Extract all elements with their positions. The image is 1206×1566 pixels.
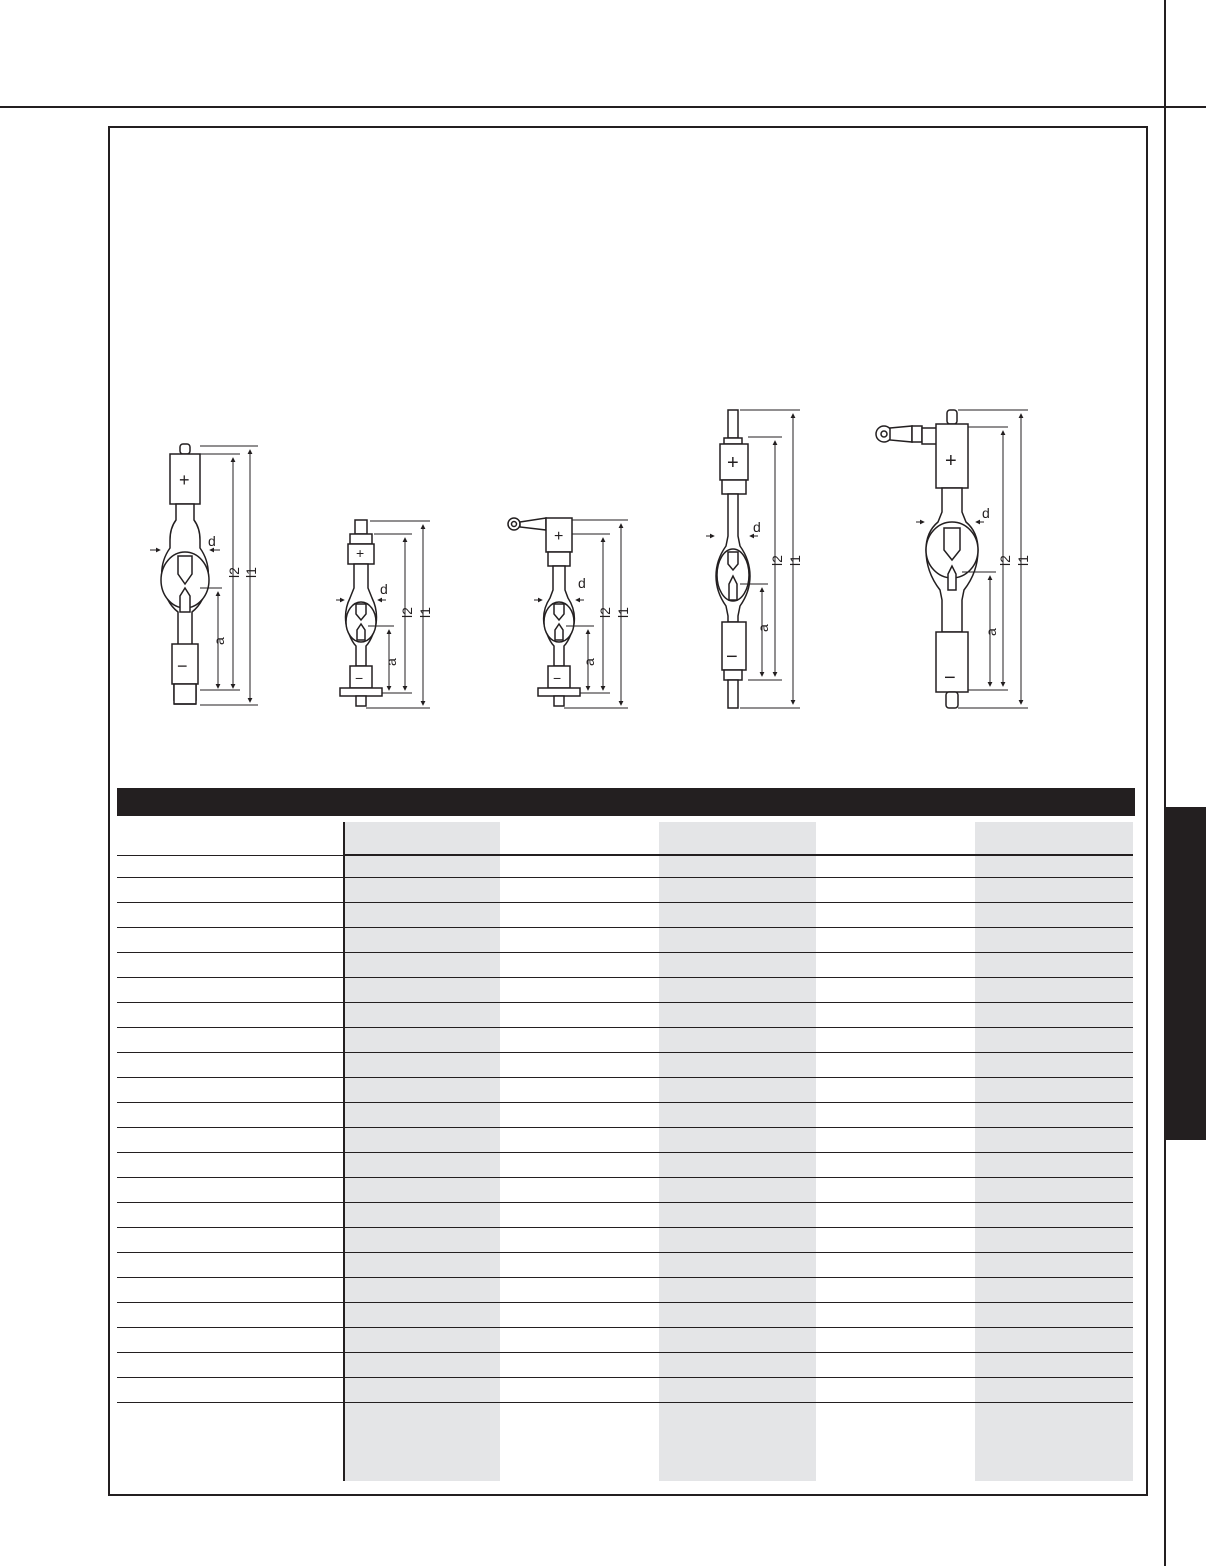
- lamp3-l1-label: l1: [615, 607, 631, 618]
- table-row-rule: [117, 877, 1133, 878]
- table-header-rule-values: [345, 854, 1133, 856]
- lamp3-a-label: a: [581, 658, 597, 666]
- lamp-drawing-4: [706, 410, 800, 708]
- lamp2-d-label: d: [380, 581, 388, 597]
- lamp2-l2-label: l2: [399, 607, 415, 618]
- table-row-rule: [117, 1227, 1133, 1228]
- lamp4-a-label: a: [755, 624, 771, 632]
- table-row-rule: [117, 1027, 1133, 1028]
- lamp2-a-label: a: [383, 658, 399, 666]
- table-row-rule: [117, 1152, 1133, 1153]
- table-row-rule: [117, 1302, 1133, 1303]
- lamp5-plus: +: [945, 450, 957, 472]
- table-row-rule: [117, 1352, 1133, 1353]
- table-header-bar: [117, 788, 1135, 816]
- lamp5-a-label: a: [983, 628, 999, 636]
- table-row-rule: [117, 952, 1133, 953]
- lamp4-d-label: d: [753, 519, 761, 535]
- lamp2-plus: +: [356, 545, 365, 561]
- section-tab: [1165, 807, 1206, 1140]
- lamp5-minus: −: [944, 667, 956, 689]
- table-row-rule: [117, 902, 1133, 903]
- lamp5-l2-label: l2: [997, 555, 1013, 566]
- lamp-drawing-2: [336, 520, 430, 708]
- table-row-rule: [117, 1052, 1133, 1053]
- table-row-rule: [117, 1177, 1133, 1178]
- lamp3-minus: −: [553, 670, 562, 686]
- lamp-drawings: [0, 0, 1206, 780]
- table-header-rule: [117, 855, 343, 856]
- table-row-rule: [117, 1127, 1133, 1128]
- lamp5-l1-label: l1: [1015, 555, 1031, 566]
- lamp3-l2-label: l2: [597, 607, 613, 618]
- lamp1-l2-label: l2: [226, 567, 242, 578]
- lamp1-d-label: d: [208, 533, 216, 549]
- lamp3-d-label: d: [578, 575, 586, 591]
- lamp5-d-label: d: [982, 505, 990, 521]
- lamp3-plus: +: [554, 528, 564, 545]
- table-row-rule: [117, 1077, 1133, 1078]
- lamp4-minus: −: [726, 646, 738, 668]
- table-row-rule: [117, 1277, 1133, 1278]
- table-row-rule: [117, 1402, 1133, 1403]
- table-row-rule: [117, 1002, 1133, 1003]
- table-row-rule: [117, 977, 1133, 978]
- lamp4-l2-label: l2: [769, 555, 785, 566]
- lamp2-minus: −: [355, 670, 364, 686]
- table-row-rule: [117, 927, 1133, 928]
- lamp4-l1-label: l1: [787, 555, 803, 566]
- lamp1-plus: +: [179, 470, 190, 490]
- lamp1-a-label: a: [211, 637, 227, 645]
- table-row-rule: [117, 1327, 1133, 1328]
- lamp4-plus: +: [727, 452, 739, 474]
- lamp-data-table: [117, 822, 1133, 1482]
- table-row-rule: [117, 1377, 1133, 1378]
- lamp1-minus: −: [177, 656, 188, 676]
- lamp1-l1-label: l1: [243, 567, 259, 578]
- table-row-rule: [117, 1202, 1133, 1203]
- table-row-rule: [117, 1252, 1133, 1253]
- table-row-rule: [117, 1102, 1133, 1103]
- lamp2-l1-label: l1: [417, 607, 433, 618]
